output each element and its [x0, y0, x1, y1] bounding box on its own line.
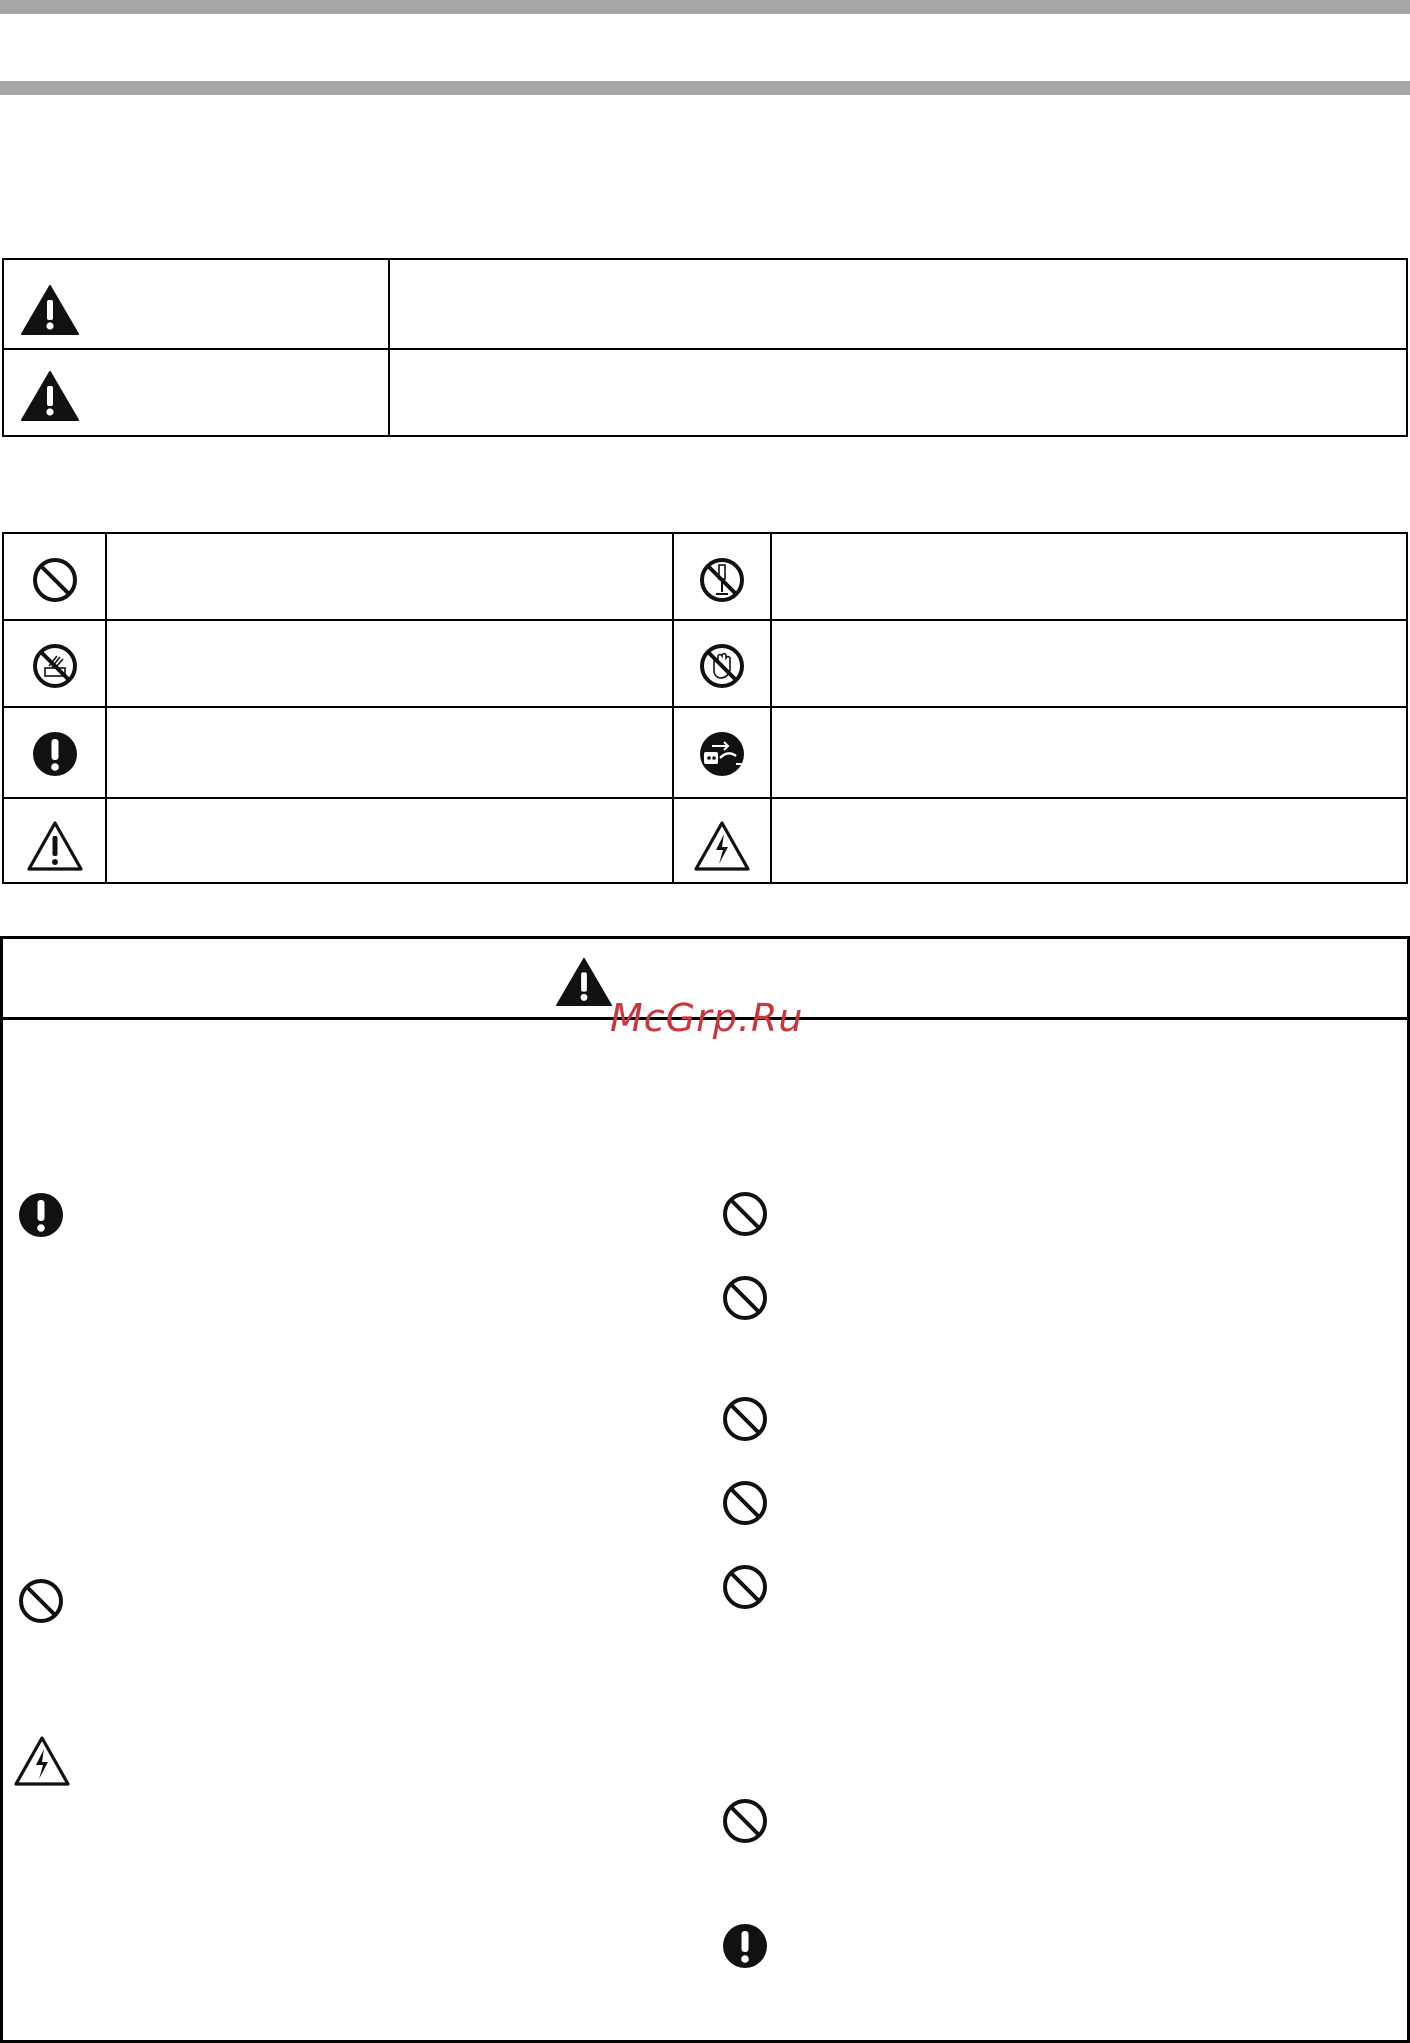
prohibition-icon: [17, 1577, 65, 1625]
symbol-table-hdivider: [4, 619, 1406, 621]
header-bar-top: [0, 0, 1410, 14]
warning-triangle-filled-icon: [555, 957, 613, 1007]
symbol-table-vdivider: [770, 534, 772, 882]
prohibition-icon: [721, 1563, 769, 1611]
mandatory-action-icon: [31, 730, 79, 778]
watermark: McGrp.Ru: [610, 996, 804, 1040]
unplug-icon: [698, 730, 746, 778]
prohibition-icon: [31, 556, 79, 604]
caution-triangle-icon: [26, 820, 84, 872]
signal-row-warning: [4, 260, 1406, 348]
warning-triangle-filled-icon: [20, 284, 80, 336]
mandatory-action-icon: [17, 1191, 65, 1239]
no-wet-hands-icon: [31, 642, 79, 690]
prohibition-icon: [721, 1190, 769, 1238]
signal-word-table: [2, 258, 1408, 437]
electric-shock-icon: [13, 1735, 71, 1787]
symbol-table-vdivider: [105, 534, 107, 882]
no-disassembly-icon: [698, 556, 746, 604]
symbol-table-vdivider: [672, 534, 674, 882]
symbol-table-hdivider: [4, 797, 1406, 799]
prohibition-icon: [721, 1797, 769, 1845]
prohibition-icon: [721, 1479, 769, 1527]
mandatory-action-icon: [721, 1922, 769, 1970]
prohibition-icon: [721, 1274, 769, 1322]
warning-triangle-filled-icon: [20, 370, 80, 422]
electric-shock-icon: [693, 820, 751, 872]
header-bar-bottom: [0, 81, 1410, 95]
warning-box: [0, 936, 1410, 2043]
no-touch-icon: [698, 642, 746, 690]
prohibition-icon: [721, 1395, 769, 1443]
signal-row-caution: [4, 350, 1406, 437]
symbol-table: [2, 532, 1408, 884]
symbol-table-hdivider: [4, 706, 1406, 708]
